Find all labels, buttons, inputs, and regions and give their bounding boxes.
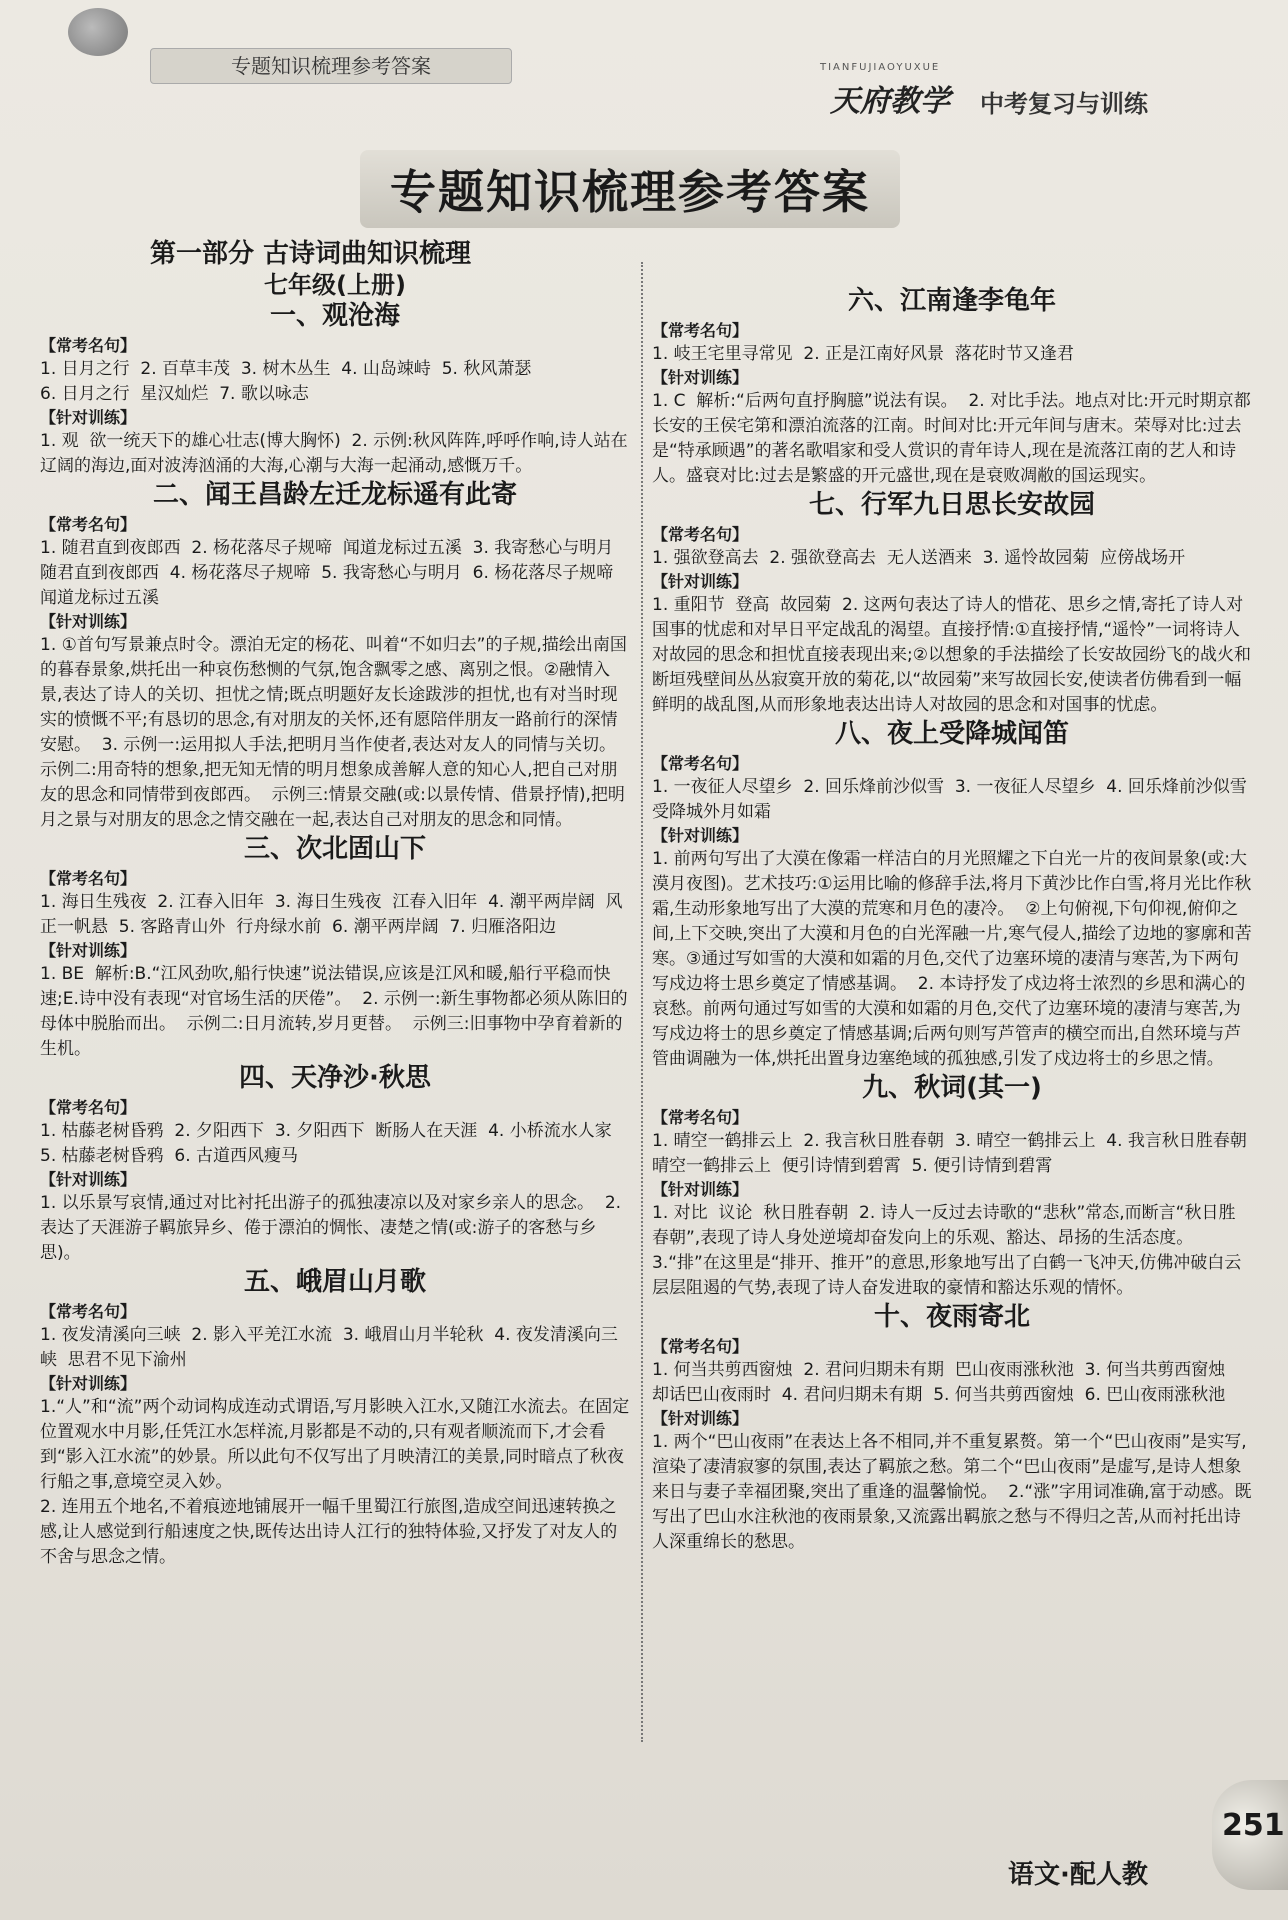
block-tag: 【常考名句】 [652,1337,749,1356]
poem-section [652,490,1252,718]
block-text: 1. 枯藤老树昏鸦 2. 夕阳西下 3. 夕阳西下 断肠人在天涯 4. 小桥流水人家 5. 枯藤老树昏鸦 6. 古道西风瘦马 [40,1121,623,1166]
left-column [40,239,630,1570]
poem-section [40,1063,630,1266]
block-tag: 【针对训练】 [40,941,137,960]
block-tag: 【常考名句】 [652,1108,749,1127]
section-title: 七、行军九日思长安故园 [808,490,1095,520]
block-text: 1. 日月之行 2. 百草丰茂 3. 树木丛生 4. 山岛竦峙 5. 秋风萧瑟 6. 日月之行 星汉灿烂 7. 歌以咏志 [40,359,532,404]
block-text: 1. 观 欲一统天下的雄心壮志(博大胸怀) 2. 示例:秋风阵阵,呼呼作响,诗人站在辽阔的海边,面对波涛汹涌的大海,心潮与大海一起涌动,感慨万千。 [40,431,628,476]
poem-section [652,1073,1258,1301]
block-text: 1. 岐王宅里寻常见 2. 正是江南好风景 落花时节又逢君 [652,344,1074,364]
section-title: 九、秋词(其一) [862,1073,1042,1103]
block-tag: 【针对训练】 [652,1180,749,1199]
block-text: 1. 夜发清溪向三峡 2. 影入平羌江水流 3. 峨眉山月半轮秋 4. 夜发清溪向三峡 思君不见下渝州 [40,1325,618,1370]
brand-name: 天府教学 [830,84,950,119]
block-text: 1. 以乐景写哀情,通过对比衬托出游子的孤独凄凉以及对家乡亲人的思念。 2. 表达了天涯游子羁旅异乡、倦于漂泊的惆怅、凄楚之情(或:游子的客愁与乡思)。 [40,1193,627,1263]
section-title: 一、观沧海 [269,301,400,331]
block-text: 1. 晴空一鹤排云上 2. 我言秋日胜春朝 3. 晴空一鹤排云上 4. 我言秋日胜春朝 晴空一鹤排云上 便引诗情到碧霄 5. 便引诗情到碧霄 [652,1131,1258,1176]
section-title: 二、闻王昌龄左迁龙标遥有此寄 [152,480,517,510]
poem-section [40,1267,630,1570]
block-text: 1. 重阳节 登高 故园菊 2. 这两句表达了诗人的惜花、思乡之情,寄托了诗人对国事的忧虑和对早日平定战乱的渴望。直接抒情:①直接抒情,“遥怜”一词将诗人对故园的思念和担忧直接表现出来;②以想象的手法描绘了长安故园纷飞的战火和断垣残壁间丛丛寂寞开放的菊花,以“故园菊”来写故园长安,使读者仿佛看到一幅鲜明的战乱图,从而形象地表达出诗人对故园的思念和对国事的忧虑。 [652,595,1251,715]
section-title: 六、江南逢李龟年 [847,286,1056,316]
brand-sub: TIANFUJIAOYUXUE [820,62,941,73]
poem-section [652,286,1252,489]
section-title: 十、夜雨寄北 [873,1302,1030,1332]
block-text: 1. 何当共剪西窗烛 2. 君问归期未有期 巴山夜雨涨秋池 3. 何当共剪西窗烛 却话巴山夜雨时 4. 君问归期未有期 5. 何当共剪西窗烛 6. 巴山夜雨涨秋池 [652,1360,1237,1405]
right-sections [652,286,1258,1555]
block-text: 1. 随君直到夜郎西 2. 杨花落尽子规啼 闻道龙标过五溪 3. 我寄愁心与明月 随君直到夜郎西 4. 杨花落尽子规啼 5. 我寄愁心与明月 6. 杨花落尽子规啼 闻道龙标过五溪 [40,538,625,608]
page-title: 专题知识梳理参考答案 [360,150,900,228]
block-text: 1. BE 解析:B.“江风劲吹,船行快速”说法错误,应该是江风和暖,船行平稳而快速;E.诗中没有表现“对官场生活的厌倦”。 2. 示例一:新生事物都必须从陈旧的母体中脱胎而出。 示例二:日月流转,岁月更替。 示例三:旧事物中孕育着新的生机。 [40,964,628,1059]
block-tag: 【常考名句】 [40,515,137,534]
brand-logo [820,62,1180,122]
logo-ball-icon [68,8,128,56]
running-header: 专题知识梳理参考答案 [150,48,512,84]
block-text: 1.“人”和“流”两个动词构成连动式谓语,写月影映入江水,又随江水流去。在固定位置观水中月影,任凭江水怎样流,月影都是不动的,只有观者顺流而下,才会看到“影入江水流”的妙景。所以此句不仅写出了月映清江的美景,同时暗点了秋夜行船之事,意境空灵入妙。 2. 连用五个地名,不着痕迹地铺展开一幅千里蜀江行旅图,造成空间迅速转换之感,让人感觉到行船速度之快,既传达出诗人江行的独特体验,又抒发了对友人的不舍与思念之情。 [40,1397,630,1567]
block-text: 1. C 解析:“后两句直抒胸臆”说法有误。 2. 对比手法。地点对比:开元时期京都长安的王侯宅第和漂泊流落的江南。时间对比:开元年间与唐末。荣辱对比:过去是“特承顾遇”的著名歌唱家和受人赏识的青年诗人,现在是流落江南的艺人和诗人。盛衰对比:过去是繁盛的开元盛世,现在是衰败凋敝的国运现实。 [652,391,1251,486]
block-tag: 【针对训练】 [40,1170,137,1189]
block-tag: 【常考名句】 [40,1302,137,1321]
part-title: 第一部分 古诗词曲知识梳理 [150,239,472,269]
block-tag: 【常考名句】 [40,1098,137,1117]
poem-section [652,719,1258,1072]
block-tag: 【针对训练】 [652,1409,749,1428]
block-text: 1. 对比 议论 秋日胜春朝 2. 诗人一反过去诗歌的“悲秋”常态,而断言“秋日胜春朝”,表现了诗人身处逆境却奋发向上的乐观、豁达、昂扬的生活态度。 3.“排”在这里是“排开、推开”的意思,形象地写出了白鹤一飞冲天,仿佛冲破白云层层阻遏的气势,表现了诗人奋发进取的豪情和豁达乐观的情怀。 [652,1203,1242,1298]
page-number: 251 [1222,1808,1285,1843]
block-tag: 【针对训练】 [652,572,749,591]
block-text: 1. 强欲登高去 2. 强欲登高去 无人送酒来 3. 遥怜故园菊 应傍战场开 [652,548,1186,568]
column-divider [641,262,643,1742]
poem-section [40,834,630,1062]
section-title: 四、天净沙·秋思 [239,1063,431,1093]
poem-section [652,1302,1252,1555]
block-tag: 【针对训练】 [652,368,749,387]
block-tag: 【常考名句】 [652,525,749,544]
block-tag: 【常考名句】 [652,754,749,773]
brand-series: 中考复习与训练 [980,90,1148,118]
poem-section [40,301,630,479]
block-text: 1. 一夜征人尽望乡 2. 回乐烽前沙似雪 3. 一夜征人尽望乡 4. 回乐烽前沙似雪 受降城外月如霜 [652,777,1258,822]
section-title: 五、峨眉山月歌 [243,1267,426,1297]
block-tag: 【针对训练】 [40,612,137,631]
block-tag: 【针对训练】 [40,1374,137,1393]
grade-title: 七年级(上册) [264,271,406,299]
poem-section [40,480,630,833]
block-text: 1. 两个“巴山夜雨”在表达上各不相同,并不重复累赘。第一个“巴山夜雨”是实写,渲染了凄清寂寥的氛围,表达了羁旅之愁。第二个“巴山夜雨”是虚写,是诗人想象来日与妻子幸福团聚,突出了重逢的温馨愉悦。 2.“涨”字用词准确,富于动感。既写出了巴山水注秋池的夜雨景象,又流露出羁旅之愁与不得归之苦,从而衬托出诗人深重绵长的愁思。 [652,1432,1252,1552]
block-text: 1. 海日生残夜 2. 江春入旧年 3. 海日生残夜 江春入旧年 4. 潮平两岸阔 风正一帆悬 5. 客路青山外 行舟绿水前 6. 潮平两岸阔 7. 归雁洛阳边 [40,892,623,937]
block-text: 1. ①首句写景兼点时令。漂泊无定的杨花、叫着“不如归去”的子规,描绘出南国的暮春景象,烘托出一种哀伤愁恻的气氛,饱含飘零之感、离别之恨。②融情入景,表达了诗人的关切、担忧之情;既点明题好友长途跋涉的担忧,也有对当时现实的愤慨不平;有恳切的思念,有对朋友的关怀,还有愿陪伴朋友一路前行的深情安慰。 3. 示例一:运用拟人手法,把明月当作使者,表达对友人的同情与关切。示例二:用奇特的想象,把无知无情的明月想象成善解人意的知心人,把自己对朋友的思念和同情带到夜郎西。 示例三:情景交融(或:以景传情、借景抒情),把明月之景与对朋友的思念之情交融在一起,表达自己对朋友的思念和同情。 [40,635,627,830]
block-tag: 【常考名句】 [40,336,137,355]
left-sections [40,301,630,1570]
block-text: 1. 前两句写出了大漠在像霜一样洁白的月光照耀之下白光一片的夜间景象(或:大漠月夜图)。艺术技巧:①运用比喻的修辞手法,将月下黄沙比作白雪,将月光比作秋霜,生动形象地写出了大漠的荒寒和月色的凄冷。 ②上句俯视,下句仰视,俯仰之间,上下交映,突出了大漠和月色的白光浑融一片,寒气侵人,描绘了边地的寥廓和苦寒。③通过写如雪的大漠和如霜的月色,交代了边塞环境的凄清与寒苦,为下两句写戍边将士思乡奠定了情感基调。 2. 本诗抒发了戍边将士浓烈的乡思和满心的哀愁。前两句通过写如雪的大漠和如霜的月色,交代了边塞环境的凄清与寒苦,为写戍边将士的思乡奠定了情感基调;后两句则写芦管声的横空而出,自然环境与芦管曲调融为一体,烘托出置身边塞绝域的孤独感,引发了戍边将士的乡思之情。 [652,849,1252,1069]
right-column [652,285,1258,1555]
block-tag: 【针对训练】 [652,826,749,845]
block-tag: 【针对训练】 [40,408,137,427]
section-title: 八、夜上受降城闻笛 [834,719,1069,749]
section-title: 三、次北固山下 [243,834,426,864]
footer-subject: 语文·配人教 [1008,1860,1148,1890]
block-tag: 【常考名句】 [40,869,137,888]
block-tag: 【常考名句】 [652,321,749,340]
